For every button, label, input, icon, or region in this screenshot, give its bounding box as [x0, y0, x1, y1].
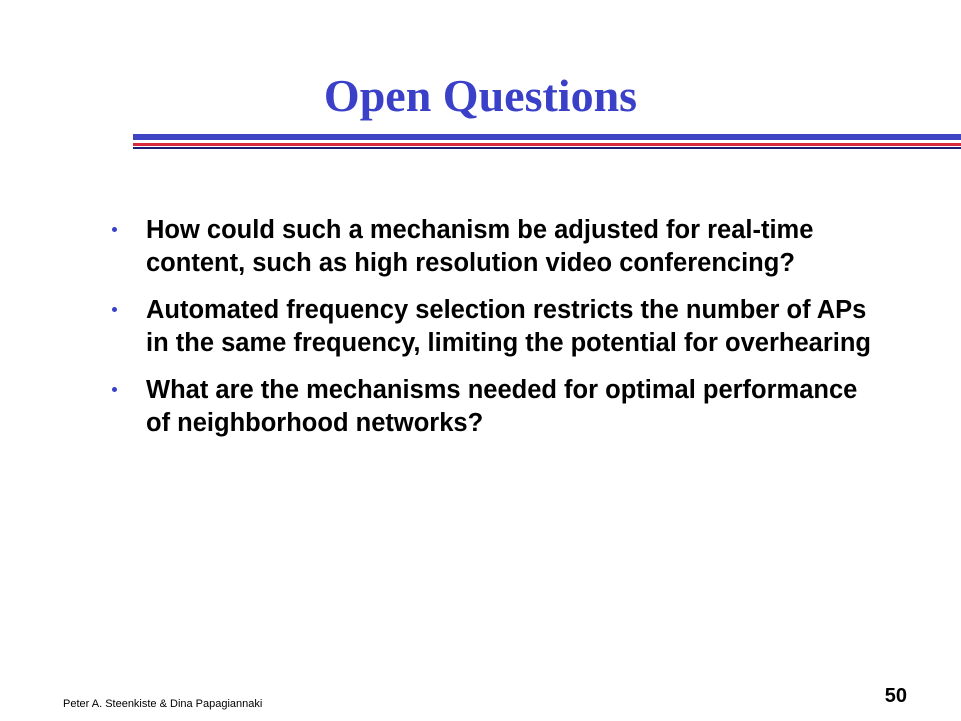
- bullet-marker-icon: [112, 307, 117, 312]
- title-rule-navy: [133, 147, 961, 149]
- bullet-marker-icon: [112, 387, 117, 392]
- bullet-item: [112, 214, 872, 280]
- footer-author: Peter A. Steenkiste & Dina Papagiannaki: [63, 698, 263, 710]
- slide-title: Open Questions: [323, 70, 638, 121]
- bullet-item: [112, 294, 872, 360]
- bullet-item: [112, 374, 872, 440]
- bullet-marker-icon: [112, 227, 117, 232]
- page-number: 50: [884, 685, 907, 707]
- bullet-text: Automated frequency selection restricts the number of APs in the same frequency, limiting the potential for overhearing: [146, 296, 871, 357]
- bullet-list: [112, 214, 872, 454]
- bullet-text: What are the mechanisms needed for optimal performance of neighborhood networks?: [146, 376, 858, 437]
- bullet-text: How could such a mechanism be adjusted for real-time content, such as high resolution video conferencing?: [146, 216, 814, 277]
